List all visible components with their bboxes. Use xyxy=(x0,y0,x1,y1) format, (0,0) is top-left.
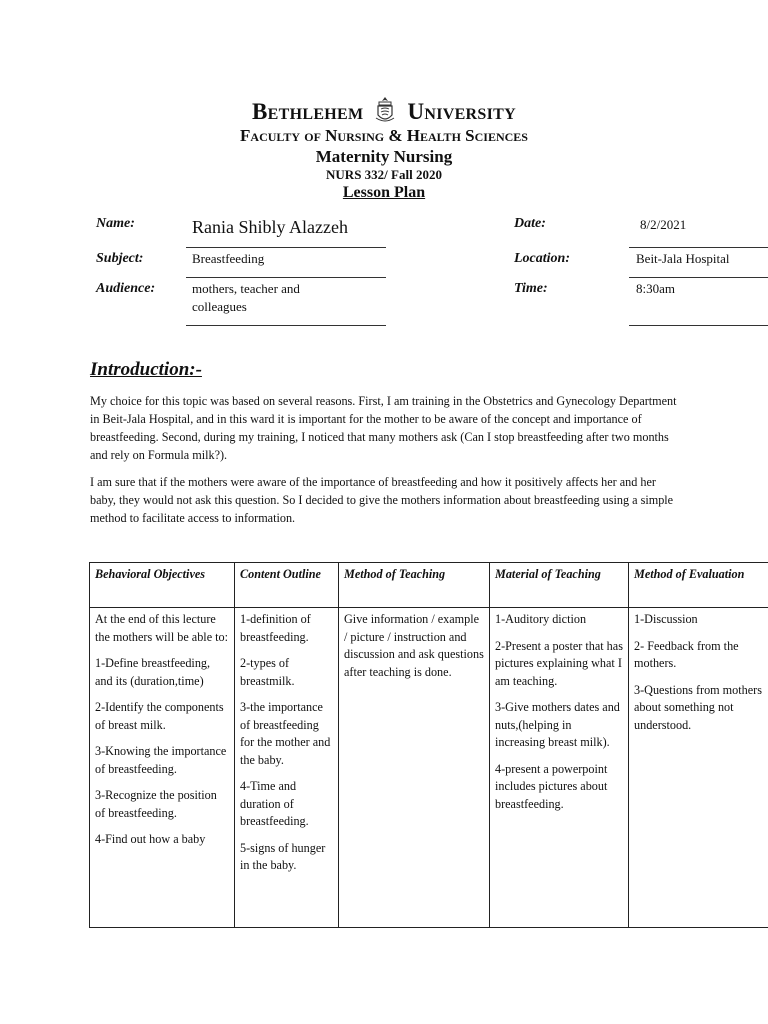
content-item: 4-Time and duration of breastfeeding. xyxy=(240,779,309,828)
content-cell xyxy=(235,608,339,928)
introduction-paragraph-2: I am sure that if the mothers were aware of the importance of breastfeeding and how it positively affects her and her baby, they would not ask this question. So I decided to give the mothers information about breastfeeding using a simple method to facilitate access to information. xyxy=(90,475,674,525)
audience-label: Audience: xyxy=(96,281,156,296)
faculty-name: Faculty of Nursing & Health Sciences xyxy=(240,126,528,145)
introduction-heading: Introduction:- xyxy=(90,359,202,380)
material-item: 4-present a powerpoint includes pictures about breastfeeding. xyxy=(495,761,608,811)
university-name xyxy=(0,96,768,130)
name-value: Rania Shibly Alazzeh xyxy=(192,217,348,237)
course-code: NURS 332/ Fall 2020 xyxy=(326,167,442,182)
material-item: 1-Auditory diction xyxy=(495,612,587,626)
subject-value: Breastfeeding xyxy=(192,251,265,266)
table-row xyxy=(90,608,768,928)
objective-item: 2-Identify the components of breast milk. xyxy=(95,700,224,732)
evaluation-item: 3-Questions from mothers about something not understood. xyxy=(634,682,762,732)
objectives-cell xyxy=(90,608,235,928)
date-underline xyxy=(629,247,768,248)
objective-item: 1-Define breastfeeding, and its (duration,time) xyxy=(95,656,211,688)
objective-item: At the end of this lecture the mothers will be able to: xyxy=(95,612,229,644)
objective-item: 4-Find out how a baby xyxy=(95,832,206,846)
time-underline xyxy=(629,325,768,326)
header-method-of-teaching: Method of Teaching xyxy=(339,563,490,608)
evaluation-cell xyxy=(629,608,768,928)
audience-value: mothers, teacher and colleagues xyxy=(192,281,300,314)
university-name-part2: University xyxy=(407,99,516,124)
time-value: 8:30am xyxy=(636,281,675,296)
date-value: 8/2/2021 xyxy=(640,217,687,232)
material-cell xyxy=(490,608,629,928)
name-label: Name: xyxy=(96,216,135,231)
date-label: Date: xyxy=(514,216,546,231)
evaluation-item: 1-Discussion xyxy=(634,612,698,626)
subject-label: Subject: xyxy=(96,251,144,266)
content-item: 1-definition of breastfeeding. xyxy=(240,612,311,644)
material-item: 3-Give mothers dates and nuts,(helping in increasing breast milk). xyxy=(495,700,620,749)
objective-item: 3-Knowing the importance of breastfeeding. xyxy=(95,744,227,776)
method-item: Give information / example / picture / instruction and discussion and ask questions after teaching is done. xyxy=(344,612,484,679)
name-underline xyxy=(186,247,386,248)
evaluation-item: 2- Feedback from the mothers. xyxy=(634,638,739,670)
audience-underline xyxy=(186,325,386,326)
material-item: 2-Present a poster that has pictures explaining what I am teaching. xyxy=(495,638,623,688)
location-value: Beit-Jala Hospital xyxy=(636,251,730,266)
university-crest-icon xyxy=(375,96,395,130)
header-material-of-teaching: Material of Teaching xyxy=(490,563,629,608)
header-content-outline: Content Outline xyxy=(235,563,339,608)
content-item: 5-signs of hunger in the baby. xyxy=(240,840,326,872)
location-label: Location: xyxy=(514,251,570,266)
location-underline xyxy=(629,277,768,278)
time-label: Time: xyxy=(514,281,548,296)
header-method-of-evaluation: Method of Evaluation xyxy=(629,563,768,608)
university-name-part1: Bethlehem xyxy=(252,99,364,124)
content-item: 2-types of breastmilk. xyxy=(240,656,295,688)
content-item: 3-the importance of breastfeeding for the mother and the baby. xyxy=(240,700,331,767)
subject-underline xyxy=(186,277,386,278)
table-header-row xyxy=(90,563,768,608)
objective-item: 3-Recognize the position of breastfeeding. xyxy=(95,788,217,820)
course-name: Maternity Nursing xyxy=(315,147,453,166)
lesson-plan-title: Lesson Plan xyxy=(342,184,426,201)
method-cell xyxy=(339,608,490,928)
lesson-plan-table xyxy=(89,562,768,928)
introduction-paragraph-1: My choice for this topic was based on several reasons. First, I am training in the Obstetrics and Gynecology Department in Beit-Jala Hospital, and in this ward it is important for the mother to be aware of the concept and importance of breastfeeding. Second, during my training, I noticed that many mothers ask (Can I stop breastfeeding after two months and rely on Formula milk?). xyxy=(90,394,677,462)
header-behavioral-objectives: Behavioral Objectives xyxy=(90,563,235,608)
